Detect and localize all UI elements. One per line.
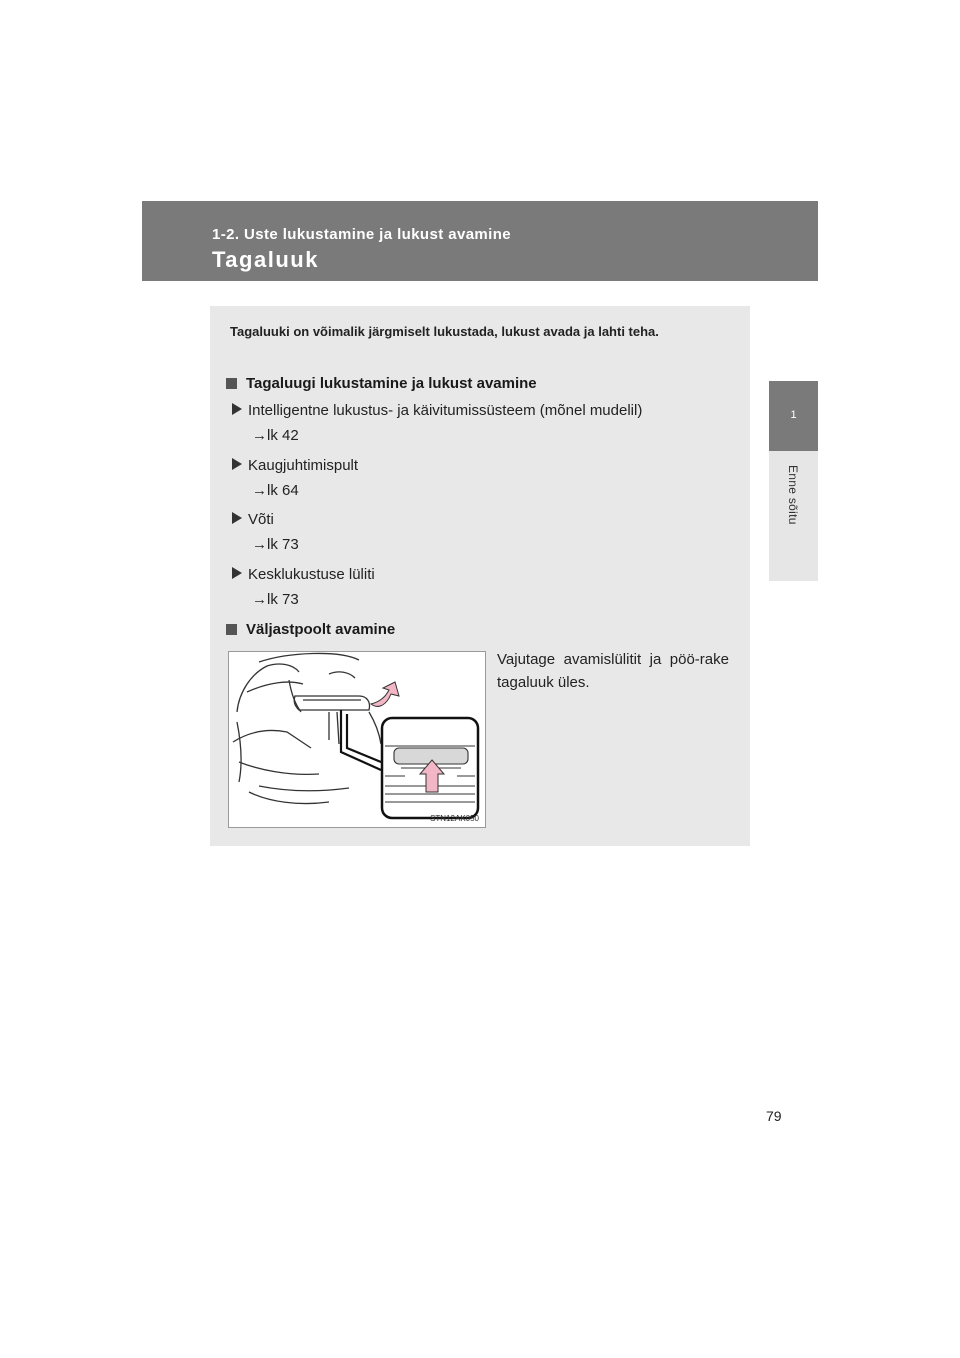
chapter-number: 1 [790,409,797,421]
chapter-tab [769,451,818,581]
chapter-label: Enne sõitu [786,465,800,525]
tailgate-illustration [228,651,486,828]
content-panel [210,306,750,846]
triangle-bullet-icon [232,458,242,470]
car-rear-drawing [229,652,485,827]
figure-code: STN12AK050 [430,814,479,823]
figure-caption: Vajutage avamislülitit ja pöö-rake tagaluuk üles. [497,651,729,691]
page-title: Tagaluuk [212,247,319,272]
chapter-number-tab [769,381,818,451]
section-heading-locking: Tagaluugi lukustamine ja lukust avamine [226,375,537,392]
square-bullet-icon [226,378,237,389]
page-reference: →lk 42 [252,427,299,444]
list-item: Võti [232,511,274,528]
triangle-bullet-icon [232,567,242,579]
triangle-bullet-icon [232,403,242,415]
intro-text: Tagaluuki on võimalik järgmiselt lukustada, lukust avada ja lahti teha. [230,324,659,339]
square-bullet-icon [226,624,237,635]
page-reference: →lk 64 [252,482,299,499]
page-reference: →lk 73 [252,536,299,553]
triangle-bullet-icon [232,512,242,524]
section-label: 1-2. Uste lukustamine ja lukust avamine [212,226,512,243]
list-item: Kesklukustuse lüliti [232,566,375,583]
section-heading-opening: Väljastpoolt avamine [226,621,395,638]
list-item: Kaugjuhtimispult [232,457,358,474]
header-bar [142,201,818,281]
list-item: Intelligentne lukustus- ja käivitumissüsteem (mõnel mudelil) [232,402,642,419]
page-number: 79 [766,1108,782,1124]
page-reference: →lk 73 [252,591,299,608]
